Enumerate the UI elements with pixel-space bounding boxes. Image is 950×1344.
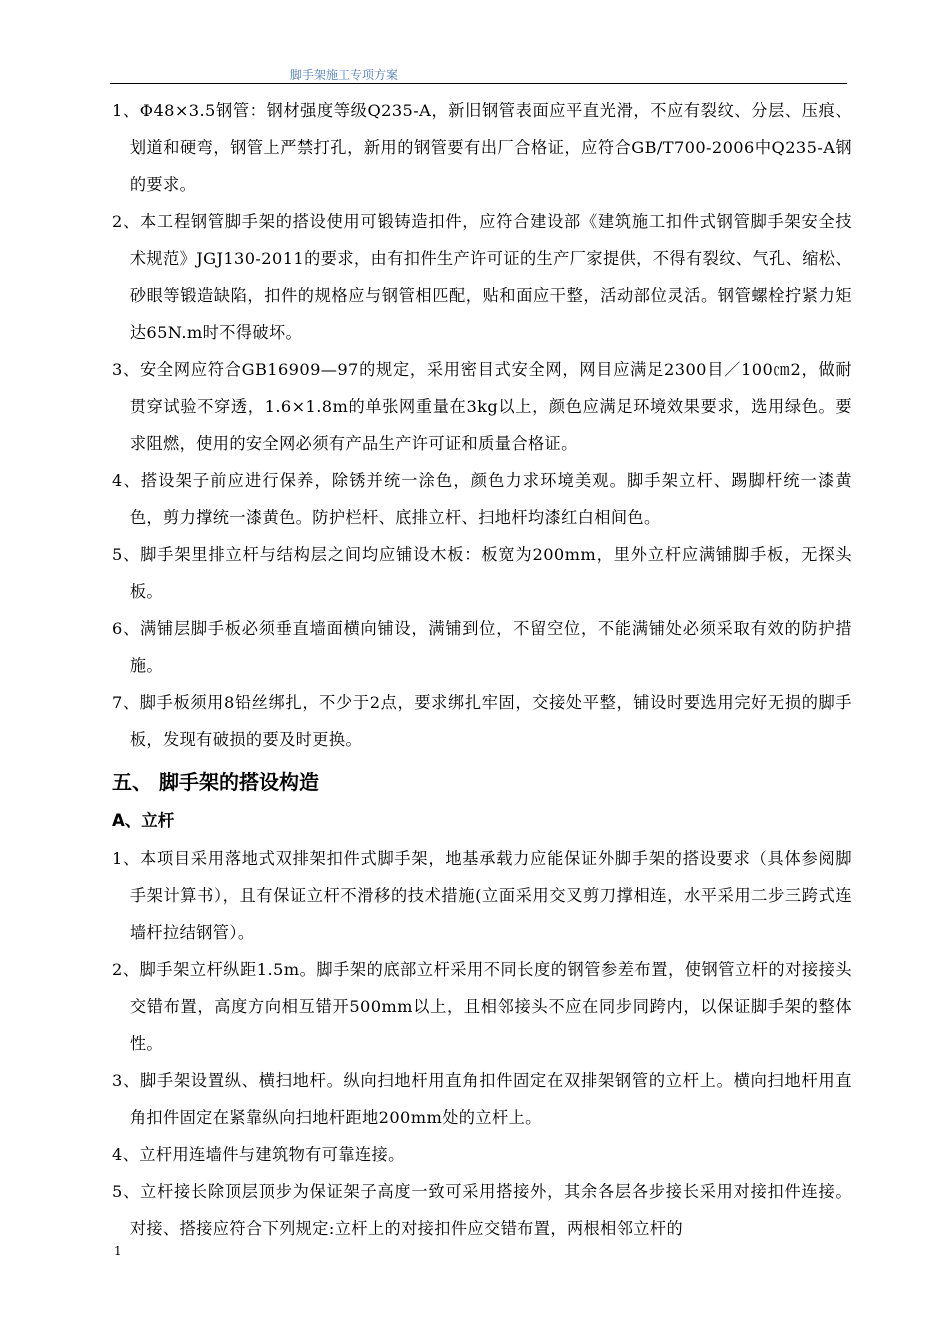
list-item-a2: 2、本工程钢管脚手架的搭设使用可锻铸造扣件，应符合建设部《建筑施工扣件式钢管脚手架安全技术规范》JGJ130-2011的要求，由有扣件生产许可证的生产厂家提供，不得有裂纹、气孔、缩松、砂眼等锻造缺陷，扣件的规格应与钢管相匹配，贴和面应干整，活动部位灵活。钢管螺栓拧紧力矩达65N.m时不得破坏。 [112,212,852,342]
list-item-b2: 2、脚手架立杆纵距1.5m。脚手架的底部立杆采用不同长度的钢管参差布置，使钢管立杆的对接接头交错布置，高度方向相互错开500mm以上，且相邻接头不应在同步同跨内，以保证脚手架的整体性。 [112,960,852,1053]
page-number: 1 [114,1244,122,1258]
list-item-a3: 3、安全网应符合GB16909—97的规定，采用密目式安全网，网目应满足2300目／100㎝2，做耐贯穿试验不穿透，1.6×1.8m的单张网重量在3kg以上，颜色应满足环境效果要求，选用绿色。要求阻燃，使用的安全网必须有产品生产许可证和质量合格证。 [112,360,852,453]
list-item-b5: 5、立杆接长除顶层顶步为保证架子高度一致可采用搭接外，其余各层各步接长采用对接扣件连接。对接、搭接应符合下列规定:立杆上的对接扣件应交错布置，两根相邻立杆的 [112,1182,852,1238]
subsection-heading: A、立杆 [112,811,175,830]
list-item-a7: 7、脚手板须用8铅丝绑扎，不少于2点，要求绑扎牢固，交接处平整，铺设时要选用完好无损的脚手板，发现有破损的要及时更换。 [112,693,852,749]
list-item-a5: 5、脚手架里排立杆与结构层之间均应铺设木板：板宽为200mm，里外立杆应满铺脚手板，无探头板。 [112,545,852,601]
list-item-a4: 4、搭设架子前应进行保养，除锈并统一涂色，颜色力求环境美观。脚手架立杆、踢脚杆统一漆黄色，剪力撑统一漆黄色。防护栏杆、底排立杆、扫地杆均漆红白相间色。 [112,471,852,527]
list-item-b3: 3、脚手架设置纵、横扫地杆。纵向扫地杆用直角扣件固定在双排架钢管的立杆上。横向扫地杆用直角扣件固定在紧靠纵向扫地杆距地200mm处的立杆上。 [112,1071,852,1127]
page-content [112,92,852,1247]
page-header [110,64,847,84]
list-item-b4: 4、立杆用连墙件与建筑物有可靠连接。 [112,1145,405,1164]
list-item-a6: 6、满铺层脚手板必须垂直墙面横向铺设，满铺到位，不留空位，不能满铺处必须采取有效的防护措施。 [112,619,852,675]
section-heading: 五、 脚手架的搭设构造 [112,770,319,794]
list-item-b1: 1、本项目采用落地式双排架扣件式脚手架，地基承载力应能保证外脚手架的搭设要求（具体参阅脚手架计算书），且有保证立杆不滑移的技术措施(立面采用交叉剪刀撑相连，水平采用二步三跨式连墙杆拉结钢管）。 [112,849,852,942]
header-title: 脚手架施工专项方案 [290,68,399,82]
list-item-a1: 1、Φ48×3.5钢管：钢材强度等级Q235-A，新旧钢管表面应平直光滑，不应有裂纹、分层、压痕、划道和硬弯，钢管上严禁打孔，新用的钢管要有出厂合格证，应符合GB/T700-2006中Q235-A钢的要求。 [112,101,852,194]
